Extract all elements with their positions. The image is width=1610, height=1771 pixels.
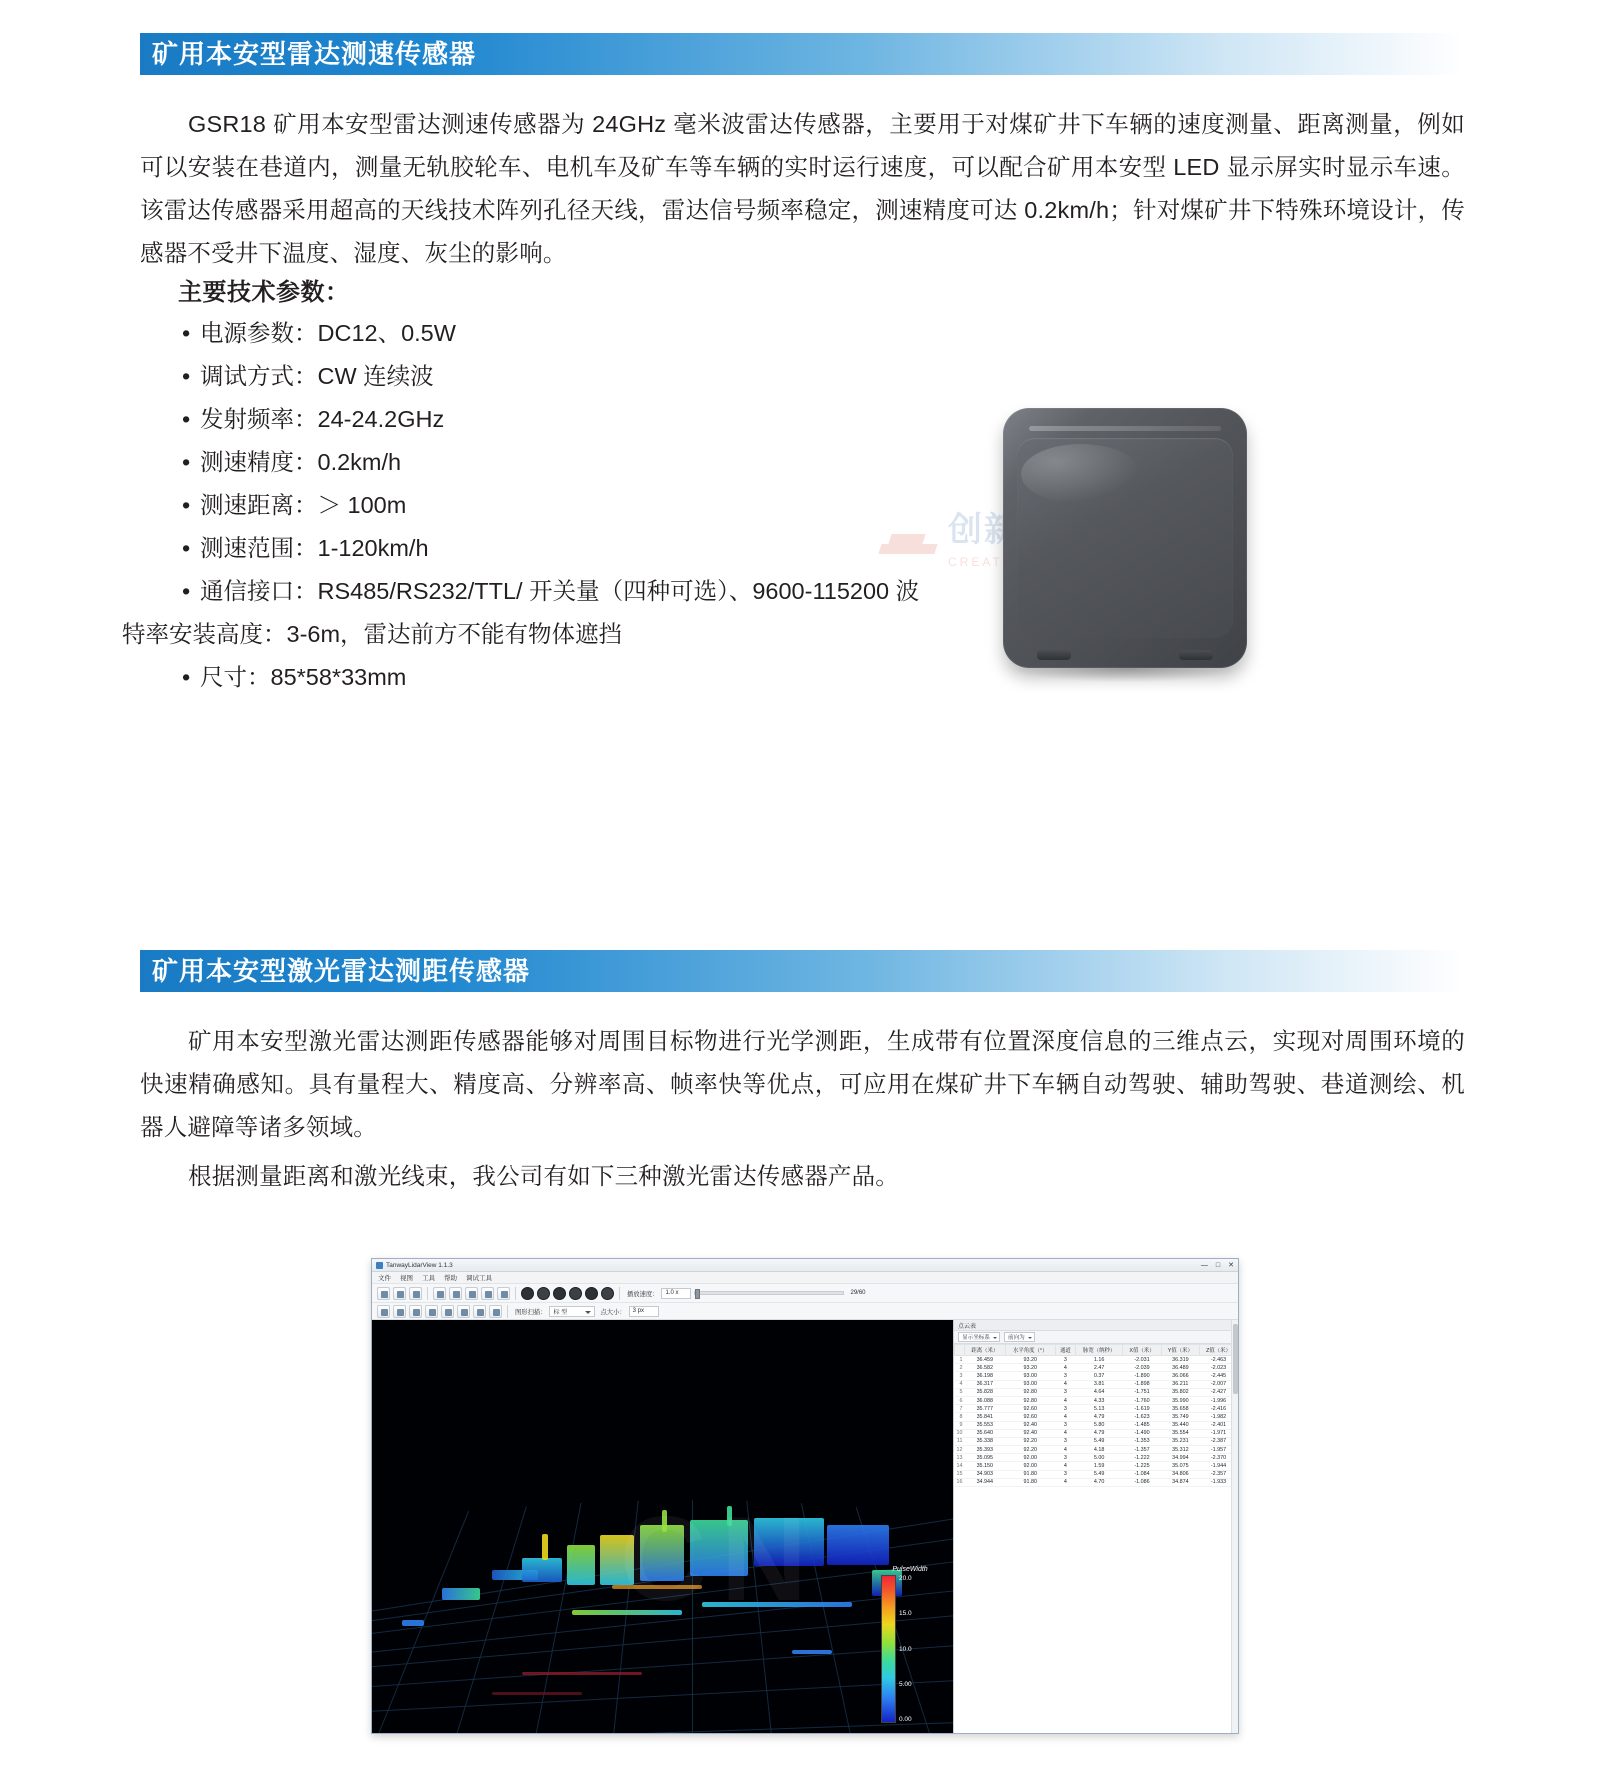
point-cloud-viewport[interactable] [372, 1320, 953, 1733]
toolbar-separator [507, 1305, 508, 1318]
legend-ticks [899, 1575, 912, 1723]
table-cell: 35.231 [1161, 1437, 1199, 1445]
product-highlight [1021, 444, 1141, 504]
table-cell: 35.440 [1161, 1421, 1199, 1429]
menu-item-debug-tools[interactable]: 调试工具 [466, 1275, 492, 1282]
table-cell: 4 [1055, 1478, 1075, 1486]
settings-icon[interactable] [489, 1305, 502, 1318]
loop-icon[interactable] [601, 1287, 614, 1300]
table-cell: 1 [955, 1356, 965, 1364]
table-cell: -2.463 [1200, 1356, 1238, 1364]
table-cell: -2.023 [1200, 1364, 1238, 1372]
playback-speed-label: 播放速度： [627, 1290, 659, 1298]
zoom-icon[interactable] [497, 1287, 510, 1300]
table-cell: 3.81 [1075, 1380, 1122, 1388]
table-cell: 35.640 [965, 1429, 1006, 1437]
table-cell: 5.00 [1075, 1454, 1122, 1462]
table-cell: 92.80 [1005, 1396, 1055, 1404]
bullet-icon: • [182, 449, 191, 475]
grid-toggle-icon[interactable] [441, 1305, 454, 1318]
bullet-icon: • [182, 320, 191, 346]
table-cell: -2.401 [1200, 1421, 1238, 1429]
panel-title: 点云表 [954, 1320, 1238, 1331]
legend-tick: 0.00 [899, 1716, 912, 1723]
table-cell: -2.387 [1200, 1437, 1238, 1445]
table-cell: 93.00 [1005, 1372, 1055, 1380]
minimize-icon[interactable]: — [1200, 1261, 1208, 1269]
list-item-label: 通信接口：RS485/RS232/TTL/ 开关量（四种可选）、9600-115200 波 [200, 578, 920, 604]
menu-item-help[interactable]: 帮助 [444, 1275, 457, 1282]
table-cell: -2.445 [1200, 1372, 1238, 1380]
tech-params-subhead: 主要技术参数： [178, 279, 350, 306]
close-icon[interactable]: ✕ [1228, 1261, 1234, 1269]
table-cell: -2.357 [1200, 1470, 1238, 1478]
list-item-label: 测速精度：0.2km/h [200, 449, 402, 475]
table-cell: 4 [1055, 1446, 1075, 1454]
table-cell: -1.222 [1123, 1454, 1161, 1462]
table-cell: 35.828 [965, 1388, 1006, 1396]
table-cell: 1.59 [1075, 1462, 1122, 1470]
legend-tick: 10.0 [899, 1645, 912, 1653]
frame-slider[interactable] [694, 1291, 844, 1295]
column-header-y: Y值（米） [1161, 1345, 1199, 1356]
bullet-icon: • [182, 578, 191, 604]
table-row[interactable] [955, 1396, 1238, 1404]
column-header-pulse-width: 脉宽（纳秒） [1075, 1345, 1122, 1356]
previous-frame-icon[interactable] [569, 1287, 582, 1300]
pulse-width-legend [881, 1566, 939, 1723]
table-cell: 3 [1055, 1388, 1075, 1396]
table-cell: -1.933 [1200, 1478, 1238, 1486]
table-header-row [955, 1345, 1238, 1356]
table-cell: -2.031 [1123, 1356, 1161, 1364]
point-table-wrapper[interactable] [954, 1344, 1238, 1733]
pause-icon[interactable] [537, 1287, 550, 1300]
table-cell: 34.944 [965, 1478, 1006, 1486]
table-cell: 1.16 [1075, 1356, 1122, 1364]
table-cell: 14 [956, 1463, 963, 1470]
table-cell: 92.40 [1005, 1421, 1055, 1429]
section-banner-lidar-range [140, 950, 1464, 992]
table-cell: -1.619 [1123, 1405, 1161, 1413]
list-item-label: 测速距离：＞ 100m [200, 492, 407, 518]
table-cell: 35.075 [1161, 1462, 1199, 1470]
open-file-icon[interactable] [377, 1287, 390, 1300]
table-cell: 5 [955, 1388, 965, 1396]
table-cell: 36.211 [1161, 1380, 1199, 1388]
table-cell: 3 [1055, 1356, 1075, 1364]
table-row[interactable] [955, 1372, 1238, 1380]
section-banner-radar-speed [140, 33, 1464, 75]
table-row[interactable] [955, 1421, 1238, 1429]
table-cell: 2.47 [1075, 1364, 1122, 1372]
table-cell: 92.40 [1005, 1429, 1055, 1437]
table-row[interactable] [955, 1478, 1238, 1486]
table-cell: 35.150 [965, 1462, 1006, 1470]
table-cell: 4.64 [1075, 1388, 1122, 1396]
table-cell: 4.79 [1075, 1429, 1122, 1437]
play-icon[interactable] [521, 1287, 534, 1300]
legend-title: PulseWidth [892, 1566, 928, 1573]
table-cell: 36.066 [1161, 1372, 1199, 1380]
table-cell: 35.749 [1161, 1413, 1199, 1421]
product-body [1003, 408, 1247, 668]
table-cell: 35.554 [1161, 1429, 1199, 1437]
table-cell: 35.312 [1161, 1446, 1199, 1454]
table-cell: 4 [955, 1380, 965, 1388]
app-titlebar [372, 1259, 1238, 1272]
table-cell: -1.084 [1123, 1470, 1161, 1478]
list-item-label: 尺寸：85*58*33mm [200, 664, 407, 690]
maximize-icon[interactable]: □ [1215, 1261, 1221, 1269]
bullet-icon: • [182, 535, 191, 561]
table-cell: 35.553 [965, 1421, 1006, 1429]
view-side-icon[interactable] [393, 1305, 406, 1318]
table-cell: 34.994 [1161, 1454, 1199, 1462]
table-cell: 4 [1055, 1380, 1075, 1388]
table-cell: 92.20 [1005, 1437, 1055, 1445]
menu-item-view[interactable]: 视图 [400, 1275, 413, 1282]
table-cell: 4.18 [1075, 1446, 1122, 1454]
list-item [178, 312, 1178, 355]
table-cell: -2.370 [1200, 1454, 1238, 1462]
legend-colorbar [881, 1575, 896, 1723]
table-cell: -1.357 [1123, 1446, 1161, 1454]
app-toolbar-primary [372, 1284, 1238, 1303]
bullet-icon: • [182, 406, 191, 432]
table-cell: 36.582 [965, 1364, 1006, 1372]
direction-select[interactable]: 前向为 [1004, 1332, 1035, 1342]
table-cell: 4 [1055, 1364, 1075, 1372]
table-cell: 4 [1055, 1396, 1075, 1404]
product-foot-right [1179, 650, 1213, 660]
table-cell: 3 [1055, 1421, 1075, 1429]
toolbar-separator [427, 1287, 428, 1300]
table-cell: 7 [955, 1405, 965, 1413]
frame-slider-knob[interactable] [695, 1289, 700, 1299]
legend-tick: 20.0 [899, 1575, 912, 1582]
table-row[interactable] [955, 1405, 1238, 1413]
table-cell: -1.086 [1123, 1478, 1161, 1486]
section-title: 矿用本安型激光雷达测距传感器 [152, 956, 531, 986]
table-cell: -1.751 [1123, 1388, 1161, 1396]
table-cell: 5.13 [1075, 1405, 1122, 1413]
select-icon[interactable] [449, 1287, 462, 1300]
toolbar-separator [515, 1287, 516, 1300]
table-cell: 93.20 [1005, 1356, 1055, 1364]
table-cell: 3 [955, 1372, 965, 1380]
table-cell: 35.802 [1161, 1388, 1199, 1396]
save-icon[interactable] [393, 1287, 406, 1300]
legend-tick: 5.00 [899, 1680, 912, 1688]
column-header-index [955, 1345, 965, 1356]
table-cell: -1.225 [1123, 1462, 1161, 1470]
panel-controls [954, 1331, 1238, 1344]
table-row[interactable] [955, 1470, 1238, 1478]
column-header-x: X值（米） [1123, 1345, 1161, 1356]
point-size-label: 点大小： [600, 1308, 626, 1316]
table-cell: -2.007 [1200, 1380, 1238, 1388]
table-cell: -1.490 [1123, 1429, 1161, 1437]
table-cell: 36.198 [965, 1372, 1006, 1380]
product-top-groove [1029, 426, 1221, 431]
table-cell: -1.890 [1123, 1372, 1161, 1380]
table-cell: 35.338 [965, 1437, 1006, 1445]
list-item-label: 发射频率：24-24.2GHz [200, 406, 445, 432]
table-cell: 93.00 [1005, 1380, 1055, 1388]
radar-speed-description: GSR18 矿用本安型雷达测速传感器为 24GHz 毫米波雷达传感器，主要用于对煤矿井下车辆的速度测量、距离测量，例如可以安装在巷道内，测量无轨胶轮车、电机车及矿车等车辆的实时运行速度，可以配合矿用本安型 LED 显示屏实时显示车速。该雷达传感器采用超高的天线技术阵列孔径天线，雷达信号频率稳定，测速精度可达 0.2km/h；针对煤矿井下特殊环境设计，传感器不受井下温度、湿度、灰尘的影响。 [140, 111, 1465, 266]
table-cell: 11 [955, 1437, 965, 1445]
table-cell: 16 [956, 1479, 963, 1486]
table-cell: 35.990 [1161, 1396, 1199, 1404]
table-cell: 3 [1055, 1470, 1075, 1478]
table-cell: 35.841 [965, 1413, 1006, 1421]
table-cell: 15 [956, 1471, 963, 1478]
crop-icon[interactable] [481, 1287, 494, 1300]
section-title: 矿用本安型雷达测速传感器 [152, 39, 477, 69]
table-cell: 36.317 [965, 1380, 1006, 1388]
table-cell: 5.49 [1075, 1437, 1122, 1445]
point-size-field[interactable]: 3 px [629, 1306, 659, 1317]
radar-sensor-product-photo [1003, 408, 1247, 668]
app-toolbar-secondary [372, 1303, 1238, 1320]
table-cell: 92.60 [1005, 1405, 1055, 1413]
app-body [372, 1320, 1238, 1733]
table-cell: -1.353 [1123, 1437, 1161, 1445]
list-item-label: 测速范围：1-120km/h [200, 535, 429, 561]
view-top-icon[interactable] [409, 1305, 422, 1318]
table-cell: 5.80 [1075, 1421, 1122, 1429]
table-row[interactable] [955, 1364, 1238, 1372]
table-cell: -2.416 [1200, 1405, 1238, 1413]
table-row[interactable] [955, 1356, 1238, 1364]
point-list-panel [953, 1320, 1238, 1733]
table-cell: -1.957 [1200, 1446, 1238, 1454]
table-cell: 4.70 [1075, 1478, 1122, 1486]
table-cell: 2 [955, 1364, 965, 1372]
point-cloud-data [372, 1320, 953, 1733]
lidar-products-note: 根据测量距离和激光线束，我公司有如下三种激光雷达传感器产品。 [188, 1163, 899, 1189]
table-cell: 4.33 [1075, 1396, 1122, 1404]
column-header-z: Z值（米） [1200, 1345, 1238, 1356]
window-controls [1201, 1262, 1234, 1269]
table-cell: -1.898 [1123, 1380, 1161, 1388]
table-cell: 91.80 [1005, 1478, 1055, 1486]
app-menubar [372, 1272, 1238, 1284]
bullet-icon: • [182, 363, 191, 389]
table-cell: 34.806 [1161, 1470, 1199, 1478]
table-cell: 5.49 [1075, 1470, 1122, 1478]
table-cell: 93.20 [1005, 1364, 1055, 1372]
table-cell: 6 [955, 1396, 965, 1404]
table-cell: 92.60 [1005, 1413, 1055, 1421]
table-cell: 35.393 [965, 1446, 1006, 1454]
table-row[interactable] [955, 1380, 1238, 1388]
list-item-label: 特率安装高度：3-6m，雷达前方不能有物体遮挡 [122, 621, 623, 647]
app-title: TanwayLidarView 1.1.3 [386, 1261, 453, 1269]
table-cell: -1.996 [1200, 1396, 1238, 1404]
table-cell: 4 [1055, 1413, 1075, 1421]
table-cell: 8 [955, 1413, 965, 1421]
table-cell: 36.319 [1161, 1356, 1199, 1364]
table-cell: 0.37 [1075, 1372, 1122, 1380]
column-header-distance: 距离（米） [965, 1345, 1006, 1356]
table-cell: 4 [1055, 1429, 1075, 1437]
lidarview-app-screenshot [371, 1258, 1239, 1734]
watermark-subtext: CREATION [948, 554, 1034, 569]
table-cell: 3 [1055, 1437, 1075, 1445]
table-cell: 4.79 [1075, 1413, 1122, 1421]
table-cell: 92.20 [1005, 1446, 1055, 1454]
product-foot-left [1037, 650, 1071, 660]
bullet-icon: • [182, 664, 191, 690]
camera-icon[interactable] [433, 1287, 446, 1300]
table-cell: 13 [956, 1454, 963, 1461]
table-cell: -2.039 [1123, 1364, 1161, 1372]
table-cell: 91.80 [1005, 1470, 1055, 1478]
table-cell: 36.459 [965, 1356, 1006, 1364]
table-cell: -1.623 [1123, 1413, 1161, 1421]
table-row[interactable] [955, 1413, 1238, 1421]
column-header-channel: 通道 [1055, 1345, 1075, 1356]
table-cell: 3 [1055, 1372, 1075, 1380]
table-cell: 3 [1055, 1454, 1075, 1462]
table-cell: 35.095 [965, 1454, 1006, 1462]
list-item [178, 355, 1178, 398]
table-cell: 35.658 [1161, 1405, 1199, 1413]
table-cell: -1.944 [1200, 1462, 1238, 1470]
ruler-icon[interactable] [473, 1305, 486, 1318]
column-header-horizontal-angle: 水平角度（°） [1005, 1345, 1055, 1356]
coordinate-system-select[interactable]: 显示坐标系 [958, 1332, 1000, 1342]
legend-tick: 15.0 [899, 1610, 912, 1618]
table-cell: 3 [1055, 1405, 1075, 1413]
table-row[interactable] [955, 1446, 1238, 1454]
table-cell: 9 [955, 1421, 965, 1429]
table-cell: 35.777 [965, 1405, 1006, 1413]
table-cell: 92.00 [1005, 1462, 1055, 1470]
table-row[interactable] [955, 1388, 1238, 1396]
table-cell: -1.760 [1123, 1396, 1161, 1404]
list-item-label: 调试方式：CW 连续波 [200, 363, 434, 389]
axes-toggle-icon[interactable] [457, 1305, 470, 1318]
table-cell: 10 [956, 1430, 963, 1437]
view-3d-icon[interactable] [425, 1305, 438, 1318]
table-cell: -1.971 [1200, 1429, 1238, 1437]
table-cell: -1.982 [1200, 1413, 1238, 1421]
scrollbar-thumb[interactable] [1233, 1324, 1238, 1394]
frame-counter: 29/60 [850, 1290, 866, 1296]
table-cell: -2.427 [1200, 1388, 1238, 1396]
record-icon[interactable] [409, 1287, 422, 1300]
playback-speed-field[interactable]: 1.0 x [661, 1288, 691, 1299]
table-row[interactable] [955, 1437, 1238, 1445]
table-cell: 92.80 [1005, 1388, 1055, 1396]
bullet-icon: • [182, 492, 191, 518]
measure-icon[interactable] [465, 1287, 478, 1300]
table-cell: 4 [1055, 1462, 1075, 1470]
view-front-icon[interactable] [377, 1305, 390, 1318]
menu-item-file[interactable]: 文件 [378, 1275, 391, 1282]
table-cell: 36.088 [965, 1396, 1006, 1404]
table-cell: 12 [956, 1446, 963, 1453]
app-logo-icon [376, 1262, 383, 1269]
table-cell: 36.489 [1161, 1364, 1199, 1372]
list-item-label: 电源参数：DC12、0.5W [200, 320, 456, 346]
table-cell: -1.485 [1123, 1421, 1161, 1429]
next-frame-icon[interactable] [585, 1287, 598, 1300]
table-cell: 92.00 [1005, 1454, 1055, 1462]
table-row[interactable] [955, 1462, 1238, 1470]
toolbar-separator [619, 1287, 620, 1300]
stop-icon[interactable] [553, 1287, 566, 1300]
table-row[interactable] [955, 1429, 1238, 1437]
vertical-scrollbar[interactable] [1231, 1320, 1238, 1733]
menu-item-tools[interactable]: 工具 [422, 1275, 435, 1282]
color-by-select[interactable]: 标 型 [549, 1306, 595, 1317]
table-row[interactable] [955, 1454, 1238, 1462]
color-by-label: 图形扫描： [515, 1308, 547, 1316]
table-cell: 34.903 [965, 1470, 1006, 1478]
lidar-description: 矿用本安型激光雷达测距传感器能够对周围目标物进行光学测距，生成带有位置深度信息的三维点云，实现对周围环境的快速精确感知。具有量程大、精度高、分辨率高、帧率快等优点，可应用在煤矿井下车辆自动驾驶、辅助驾驶、巷道测绘、机器人避障等诸多领域。 [140, 1028, 1465, 1140]
point-table [954, 1344, 1238, 1487]
table-cell: 34.874 [1161, 1478, 1199, 1486]
